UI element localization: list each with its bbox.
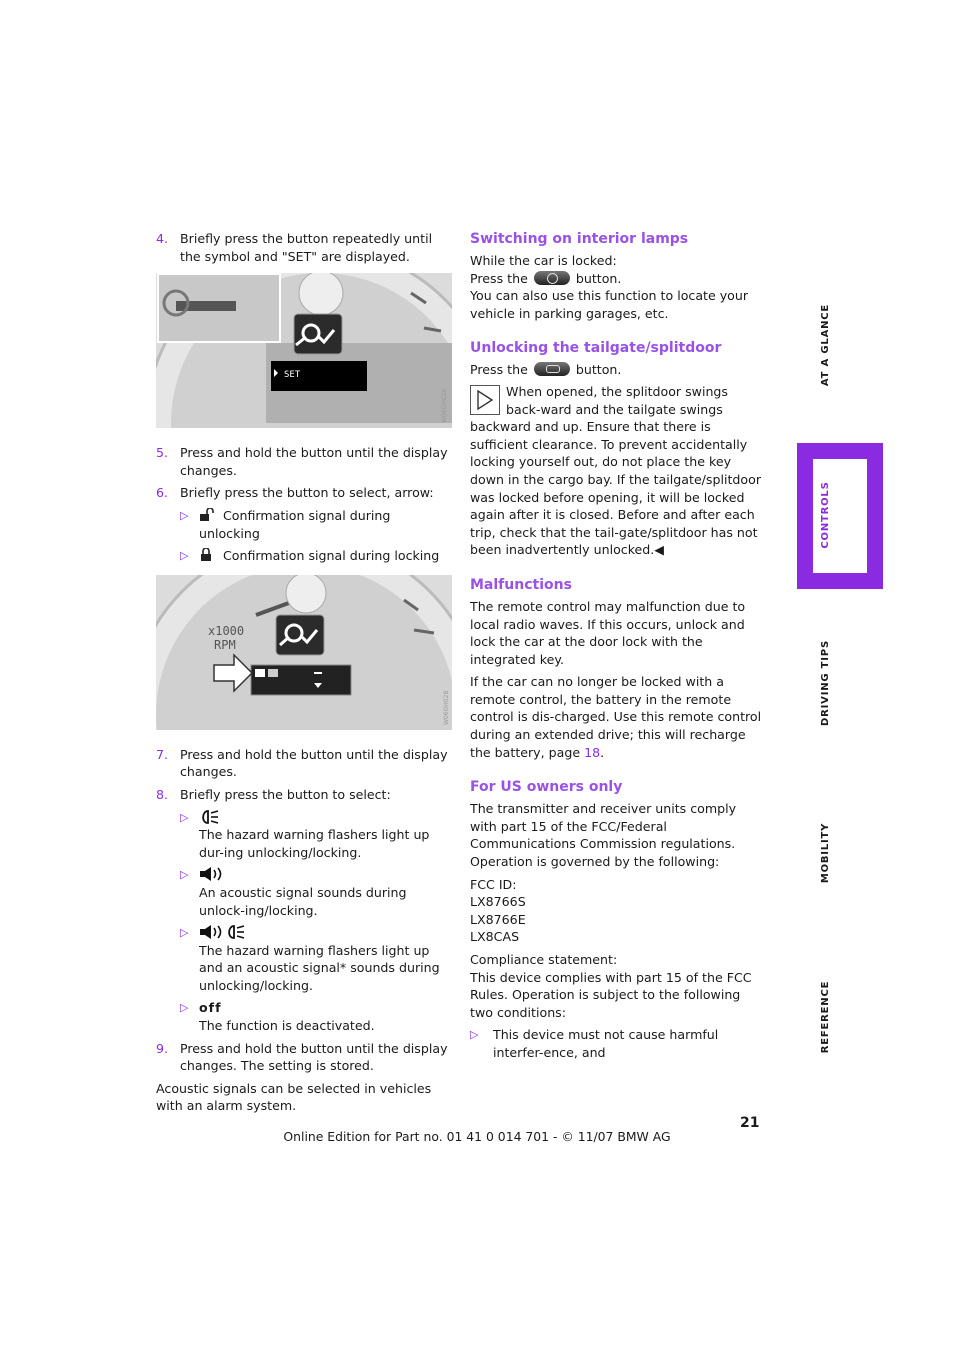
tab-label: MOBILITY	[820, 822, 832, 884]
compliance-block	[470, 951, 762, 1021]
period: .	[600, 744, 605, 760]
tab-reference[interactable]	[818, 972, 834, 1062]
heading-tailgate: Unlocking the tailgate/splitdoor	[470, 340, 722, 357]
bullet-text: This device must not cause harmful interfer-ence, and	[493, 1027, 719, 1060]
triangle-bullet-icon: ▷	[180, 810, 189, 824]
page-number: 21	[740, 1115, 760, 1131]
tab-driving-tips[interactable]	[818, 638, 834, 728]
fcc-id: LX8CAS	[470, 929, 520, 945]
compliance-label: Compliance statement:	[470, 952, 618, 967]
fcc-id-label: FCC ID:	[470, 876, 517, 892]
step-number: 4.	[156, 231, 169, 246]
figure-code: W06GH02B	[443, 690, 450, 725]
tab-label: REFERENCE	[820, 980, 832, 1054]
triangle-bullet-icon: ▷	[180, 868, 189, 882]
left-column	[156, 230, 452, 1120]
option-hazard-flashers	[156, 809, 452, 862]
item-text: Confirmation signal during locking	[223, 548, 440, 564]
tab-mobility[interactable]	[818, 808, 834, 898]
press-tailgate-button-line	[470, 361, 762, 379]
step-text: Briefly press the button to select:	[180, 786, 391, 802]
item-text: The function is deactivated.	[199, 1018, 375, 1034]
instrument-figure-set	[156, 273, 452, 428]
step-number: 8.	[156, 786, 169, 802]
step-number: 5.	[156, 445, 169, 461]
locate-vehicle-text: You can also use this function to locate your vehicle in parking garages, etc.	[470, 288, 749, 321]
item-text: An acoustic signal sounds during unlock-ing/locking.	[199, 884, 407, 918]
press-suffix: button.	[575, 362, 622, 378]
item-text: Confirmation signal during unlocking	[199, 507, 391, 541]
step-5	[156, 444, 452, 479]
speedometer-illustration	[156, 273, 452, 428]
press-suffix: button.	[575, 270, 622, 286]
option-off	[156, 999, 452, 1034]
rpm-line-1: x1000	[208, 623, 245, 638]
triangle-bullet-icon: ▷	[180, 1001, 189, 1015]
press-prefix: Press the	[470, 362, 528, 378]
tailgate-button-icon	[534, 362, 570, 376]
step-text: Press and hold the button until the display changes. The setting is stored.	[180, 1040, 448, 1074]
heading-malfunctions: Malfunctions	[470, 576, 572, 593]
while-locked-text: While the car is locked:	[470, 253, 617, 268]
tab-label: DRIVING TIPS	[820, 640, 832, 726]
paragraph-text: If the car can no longer be locked with a remote control, the battery in the remote control is dis-charged. Use this remote control during an extended drive; this will recharge the battery, page	[470, 674, 762, 760]
press-prefix: Press the	[470, 270, 528, 286]
tab-controls[interactable]	[818, 470, 834, 560]
compliance-text: This device complies with part 15 of the FCC Rules. Operation is subject to the following two conditions:	[470, 969, 752, 1020]
item-text: The hazard warning flashers light up and an acoustic signal* sounds during unlocking/locking.	[199, 942, 440, 993]
step-6	[156, 484, 452, 502]
fcc-paragraph: The transmitter and receiver units comply with part 15 of the FCC/Federal Communications Commission regulations. Operation is governed by the following:	[470, 801, 737, 870]
step-4	[156, 230, 452, 265]
set-label: SET	[284, 370, 301, 381]
speedometer-illustration	[156, 575, 452, 730]
step-text: Press and hold the button until the display changes.	[180, 445, 448, 478]
step-number: 6.	[156, 485, 169, 501]
step-text: Press and hold the button until the display changes.	[180, 746, 448, 780]
step-number: 9.	[156, 1040, 169, 1056]
tab-at-a-glance[interactable]	[818, 300, 834, 390]
fcc-id: LX8766E	[470, 911, 526, 927]
option-hazard-and-acoustic	[156, 924, 452, 994]
heading-interior-lamps: Switching on interior lamps	[470, 231, 689, 247]
interior-lamp-button-icon	[534, 271, 570, 285]
hazard-flasher-icon	[199, 809, 221, 825]
footer-text: Online Edition for Part no. 01 41 0 014 701 - © 11/07 BMW AG	[283, 1129, 671, 1144]
malfunction-paragraph-1: The remote control may malfunction due to local radio waves. If this occurs, unlock and lock the car at the door lock with the integrated key.	[470, 598, 746, 667]
step-7	[156, 746, 452, 781]
horn-icon	[199, 924, 225, 940]
unlocked-padlock-icon	[199, 508, 215, 522]
right-column	[470, 230, 762, 1062]
item-text: The hazard warning flashers light up dur-ing unlocking/locking.	[199, 827, 430, 860]
rpm-line-2: RPM	[214, 637, 236, 652]
closing-paragraph: Acoustic signals can be selected in vehicles with an alarm system.	[156, 1080, 432, 1114]
note-text: When opened, the splitdoor swings back-ward and the tailgate swings backward and up. Ensure that there is sufficient clearance. To prevent accidentally locking yourself out, do not place the key down in the cargo bay. If the tailgate/splitdoor was locked before opening, it will be locked again after it is closed. Before and after each trip, check that the tail-gate/splitdoor has not been inadvertently unlocked.◀	[470, 383, 762, 558]
option-acoustic-signal	[156, 866, 452, 919]
figure-code: W06GH02A	[441, 388, 448, 424]
step-8	[156, 786, 452, 804]
unlock-confirmation-item	[156, 507, 452, 542]
horn-icon	[199, 866, 225, 882]
tab-label: AT A GLANCE	[820, 303, 832, 387]
step-text: Briefly press the button to select, arrow:	[180, 485, 434, 501]
instrument-figure-arrow	[156, 575, 452, 730]
malfunction-paragraph-2	[470, 673, 762, 761]
triangle-bullet-icon: ▷	[470, 1028, 479, 1042]
step-number: 7.	[156, 746, 169, 762]
lock-confirmation-item	[156, 547, 452, 565]
off-glyph: off	[199, 1000, 222, 1016]
note-triangle-icon	[470, 385, 500, 415]
hazard-flasher-icon	[225, 924, 247, 940]
fcc-id-block	[470, 876, 762, 946]
condition-bullet	[470, 1026, 762, 1061]
fcc-id: LX8766S	[470, 894, 526, 910]
press-lamp-button-line	[470, 270, 762, 288]
page-reference-link[interactable]: 18	[584, 744, 601, 760]
locked-padlock-icon	[199, 548, 215, 562]
triangle-bullet-icon: ▷	[180, 549, 189, 563]
triangle-bullet-icon: ▷	[180, 508, 189, 522]
heading-us-owners: For US owners only	[470, 779, 623, 796]
triangle-bullet-icon: ▷	[180, 926, 189, 940]
step-9	[156, 1040, 452, 1075]
tailgate-note	[470, 383, 762, 559]
tab-label: CONTROLS	[820, 481, 832, 549]
step-text: Briefly press the button repeatedly until the symbol and "SET" are displayed.	[180, 231, 433, 264]
